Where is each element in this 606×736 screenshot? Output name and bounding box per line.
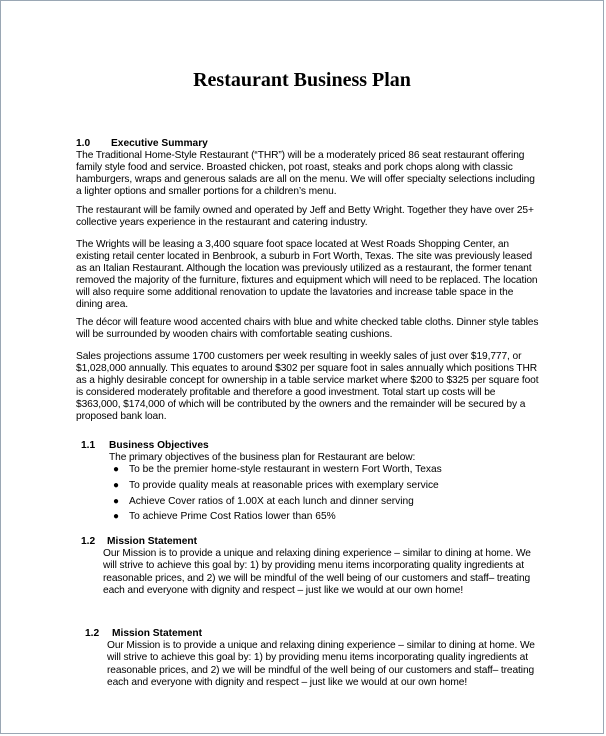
text-line: a lighter options and smaller portions for a children’s menu. (76, 185, 337, 197)
text-line: will be surrounded by wooden chairs with comfortable seating cushions. (76, 328, 393, 340)
text-line: as an Italian Restaurant. Although the location was previously utilized as a restaurant, the former tenant (76, 262, 532, 274)
section-heading-mission-statement (81, 536, 197, 548)
bullet-icon: ● (113, 464, 120, 475)
text-line: $363,000, $174,000 of which will be contributed by the owners and the remainder will be secured by a (76, 398, 526, 410)
text-line: The restaurant will be family owned and operated by Jeff and Betty Wright. Together they have over 25+ (76, 205, 534, 216)
text-line: is considered moderately profitable and therefore a good investment. Total start up costs will be (76, 386, 496, 398)
paragraph-decor (76, 317, 538, 341)
section-number: 1.2 (81, 536, 96, 547)
section-title: Mission Statement (107, 536, 198, 547)
section-heading-business-objectives (81, 440, 209, 452)
paragraph-overview (76, 150, 535, 198)
text-line: The Traditional Home-Style Restaurant (“THR”) will be a moderately priced 86 seat restaurant offering (76, 150, 525, 161)
text-line: hamburgers, wraps and generous salads are all on the menu. We will offer specialty selections including (76, 173, 535, 185)
paragraph-mission-2 (107, 640, 535, 690)
text-line: will strive to achieve this goal by: 1) by providing menu items incorporating quality ingredients at (103, 560, 524, 572)
section-title: Mission Statement (112, 628, 203, 639)
objectives-list (109, 464, 442, 527)
text-line: Sales projections assume 1700 customers per week resulting in weekly sales of just over $19,777, or (76, 351, 522, 362)
text-line: each and everyone with dignity and respect – just like we would at our own home! (103, 585, 464, 597)
text-line: reasonable prices, and 2) we will be mindful of the well being of our customers and staff– treating (103, 572, 531, 584)
text-line: as a highly desirable concept for ownership in a table service market where $200 to $325 per square foot (76, 374, 539, 386)
paragraph-mission (103, 548, 531, 598)
text-line: will strive to achieve this goal by: 1) by providing menu items incorporating quality ingredients at (107, 652, 528, 664)
section-number: 1.0 (76, 138, 91, 149)
text-line: Our Mission is to provide a unique and relaxing dining experience – similar to dining at home. We (107, 640, 535, 651)
list-item-text: To be the premier home-style restaurant in western Fort Worth, Texas (129, 464, 442, 475)
text-line: The Wrights will be leasing a 3,400 square foot space located at West Roads Shopping Center, an (76, 239, 509, 250)
text-line: will also require some additional renovation to update the lavatories and increase table space in the (76, 286, 514, 298)
section-title: Executive Summary (111, 138, 208, 149)
objectives-intro: The primary objectives of the business plan for Restaurant are below: (109, 452, 416, 463)
bullet-icon: ● (113, 479, 120, 491)
text-line: existing retail center located in Benbrook, a suburb in Fort Worth, Texas. The site was previously leased (76, 250, 533, 262)
section-title: Business Objectives (109, 440, 209, 451)
document-title: Restaurant Business Plan (193, 69, 411, 91)
list-item (109, 496, 442, 512)
list-item (109, 464, 442, 480)
paragraph-location (76, 239, 538, 310)
bullet-icon: ● (113, 511, 120, 523)
paragraph-sales (76, 351, 538, 422)
bullet-icon: ● (113, 495, 120, 507)
text-line: collective years experience in the restaurant and catering industry. (76, 216, 368, 228)
list-item-text: Achieve Cover ratios of 1.00X at each lunch and dinner serving (129, 495, 414, 507)
list-item-text: To achieve Prime Cost Ratios lower than 65% (129, 511, 336, 523)
text-line: family style food and service. Broasted chicken, pot roast, steaks and pork chops along with classic (76, 161, 513, 173)
section-heading-executive-summary (76, 138, 208, 150)
section-heading-mission-statement-2 (85, 628, 202, 640)
list-item (109, 511, 442, 527)
text-line: dining area. (76, 298, 129, 310)
text-line: proposed bank loan. (76, 410, 167, 422)
section-number: 1.1 (81, 440, 96, 451)
text-line: Our Mission is to provide a unique and relaxing dining experience – similar to dining at home. We (103, 548, 531, 559)
paragraph-owners (76, 205, 534, 229)
text-line: reasonable prices, and 2) we will be mindful of the well being of our customers and staff– treating (107, 664, 535, 676)
list-item (109, 480, 442, 496)
text-line: removed the majority of the furniture, fixtures and equipment which will need to be replaced. The location (76, 274, 538, 286)
text-line: each and everyone with dignity and respect – just like we would at our own home! (107, 677, 468, 689)
section-number: 1.2 (85, 628, 100, 639)
list-item-text: To provide quality meals at reasonable prices with exemplary service (129, 479, 439, 491)
text-line: The décor will feature wood accented chairs with blue and white checked table cloths. Dinner style tables (76, 317, 539, 328)
text-line: $1,028,000 annually. This equates to around $302 per square foot in sales annually which positions THR (76, 362, 537, 374)
